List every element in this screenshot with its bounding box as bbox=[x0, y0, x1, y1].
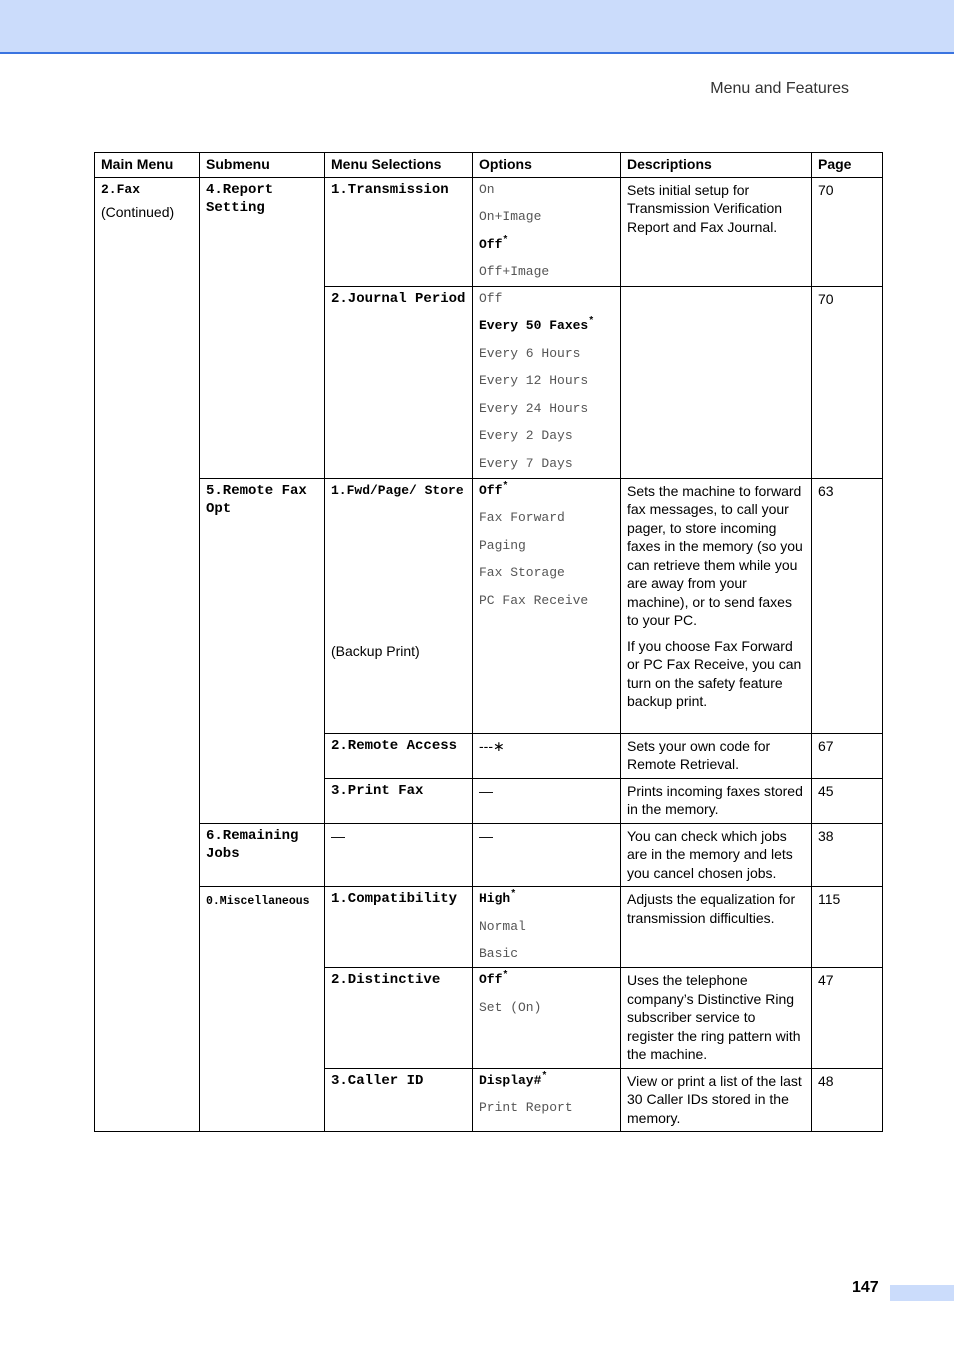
menu-selection-cell: 2.Journal Period bbox=[325, 286, 473, 478]
options-cell bbox=[473, 968, 621, 1069]
description-cell: Adjusts the equalization for transmission difficulties. bbox=[621, 887, 812, 968]
table-header-row bbox=[95, 153, 883, 178]
menu-selection-cell: 1.Transmission bbox=[325, 177, 473, 286]
table-row bbox=[95, 177, 883, 286]
main-menu-note: (Continued) bbox=[101, 204, 175, 220]
option-item: Off+Image bbox=[479, 264, 550, 280]
default-marker: * bbox=[541, 1071, 548, 1083]
submenu-label: 0.Miscellaneous bbox=[206, 895, 310, 908]
option-item: PC Fax Receive bbox=[479, 592, 589, 608]
description-cell bbox=[621, 286, 812, 478]
default-marker: * bbox=[502, 235, 509, 247]
option-item-default: High* bbox=[479, 889, 517, 906]
menu-selection-cell: — bbox=[325, 823, 473, 887]
option-item: Fax Forward bbox=[479, 510, 565, 526]
submenu-cell bbox=[200, 887, 325, 1132]
submenu-cell: 6.Remaining Jobs bbox=[200, 823, 325, 887]
options-cell bbox=[473, 177, 621, 286]
option-item-default: Every 50 Faxes* bbox=[479, 316, 595, 334]
page-number: 147 bbox=[852, 1279, 879, 1296]
option-item-default: Off* bbox=[479, 970, 509, 988]
table-row bbox=[95, 823, 883, 887]
main-menu-cell bbox=[95, 177, 200, 1132]
page-cell: 70 bbox=[812, 177, 883, 286]
submenu-cell: 4.Report Setting bbox=[200, 177, 325, 478]
description-cell: You can check which jobs are in the memory and lets you cancel chosen jobs. bbox=[621, 823, 812, 887]
option-item: Print Report bbox=[479, 1100, 573, 1116]
description-cell: Sets initial setup for Transmission Verification Report and Fax Journal. bbox=[621, 177, 812, 286]
options-cell bbox=[473, 1068, 621, 1132]
options-cell: — bbox=[473, 778, 621, 823]
menu-table bbox=[94, 152, 883, 1132]
default-marker: * bbox=[502, 970, 509, 982]
description-cell: Prints incoming faxes stored in the memory. bbox=[621, 778, 812, 823]
description-text-2: If you choose Fax Forward or PC Fax Receive, you can turn on the safety feature backup print. bbox=[627, 637, 802, 709]
col-header-page: Page bbox=[812, 153, 883, 178]
submenu-cell: 5.Remote Fax Opt bbox=[200, 478, 325, 823]
page-tab-marker bbox=[890, 1285, 954, 1301]
option-item-default: Off* bbox=[479, 235, 509, 252]
description-cell: Uses the telephone company’s Distinctive Ring subscriber service to register the ring pattern with the machine. bbox=[621, 968, 812, 1069]
option-item: Set (On) bbox=[479, 999, 542, 1015]
page-header-title: Menu and Features bbox=[710, 80, 849, 97]
col-header-options: Options bbox=[473, 153, 621, 178]
option-item: Normal bbox=[479, 918, 526, 934]
page-cell: 63 bbox=[812, 478, 883, 733]
default-marker: * bbox=[502, 481, 509, 493]
options-cell bbox=[473, 887, 621, 968]
description-cell: View or print a list of the last 30 Caller IDs stored in the memory. bbox=[621, 1068, 812, 1132]
description-cell bbox=[621, 478, 812, 733]
page-cell: 67 bbox=[812, 733, 883, 778]
menu-selection-cell: 1.Compatibility bbox=[325, 887, 473, 968]
option-item: Every 6 Hours bbox=[479, 345, 581, 361]
page-cell: 48 bbox=[812, 1068, 883, 1132]
option-item: Basic bbox=[479, 946, 519, 962]
options-cell: — bbox=[473, 823, 621, 887]
main-menu-label: 2.Fax bbox=[101, 181, 141, 197]
option-item: Every 7 Days bbox=[479, 456, 573, 472]
option-item-default: Display#* bbox=[479, 1071, 548, 1088]
page-cell: 38 bbox=[812, 823, 883, 887]
menu-selection-label: 1.Fwd/Page/ Store bbox=[331, 482, 464, 498]
option-item: On bbox=[479, 181, 495, 197]
options-cell: ---∗ bbox=[473, 733, 621, 778]
option-item: Fax Storage bbox=[479, 565, 565, 581]
col-header-main-menu: Main Menu bbox=[95, 153, 200, 178]
default-marker: * bbox=[510, 889, 517, 901]
description-cell: Sets your own code for Remote Retrieval. bbox=[621, 733, 812, 778]
option-item-default: Off* bbox=[479, 481, 509, 498]
option-item: Every 12 Hours bbox=[479, 373, 589, 389]
page-cell: 45 bbox=[812, 778, 883, 823]
menu-selection-cell: 2.Distinctive bbox=[325, 968, 473, 1069]
col-header-menu-selections: Menu Selections bbox=[325, 153, 473, 178]
col-header-submenu: Submenu bbox=[200, 153, 325, 178]
option-item: Every 2 Days bbox=[479, 428, 573, 444]
options-cell bbox=[473, 286, 621, 478]
menu-selection-cell bbox=[325, 478, 473, 733]
menu-selection-cell: 2.Remote Access bbox=[325, 733, 473, 778]
table-row bbox=[95, 478, 883, 733]
table-row bbox=[95, 887, 883, 968]
option-item: Every 24 Hours bbox=[479, 400, 589, 416]
page-cell: 70 bbox=[812, 286, 883, 478]
col-header-descriptions: Descriptions bbox=[621, 153, 812, 178]
menu-selection-cell: 3.Caller ID bbox=[325, 1068, 473, 1132]
page-cell: 47 bbox=[812, 968, 883, 1069]
option-item: Paging bbox=[479, 537, 526, 553]
menu-selection-cell: 3.Print Fax bbox=[325, 778, 473, 823]
description-text: Sets the machine to forward fax messages, to call your pager, to store incoming faxes in the memory (so you can retrieve them while you are away from your machine), or to send faxes to your PC. bbox=[627, 482, 803, 628]
option-item: On+Image bbox=[479, 209, 542, 225]
default-marker: * bbox=[588, 316, 595, 328]
menu-selection-note: (Backup Print) bbox=[331, 643, 420, 659]
page-cell: 115 bbox=[812, 887, 883, 968]
options-cell bbox=[473, 478, 621, 733]
option-item: Off bbox=[479, 290, 503, 306]
top-color-band bbox=[0, 0, 954, 54]
